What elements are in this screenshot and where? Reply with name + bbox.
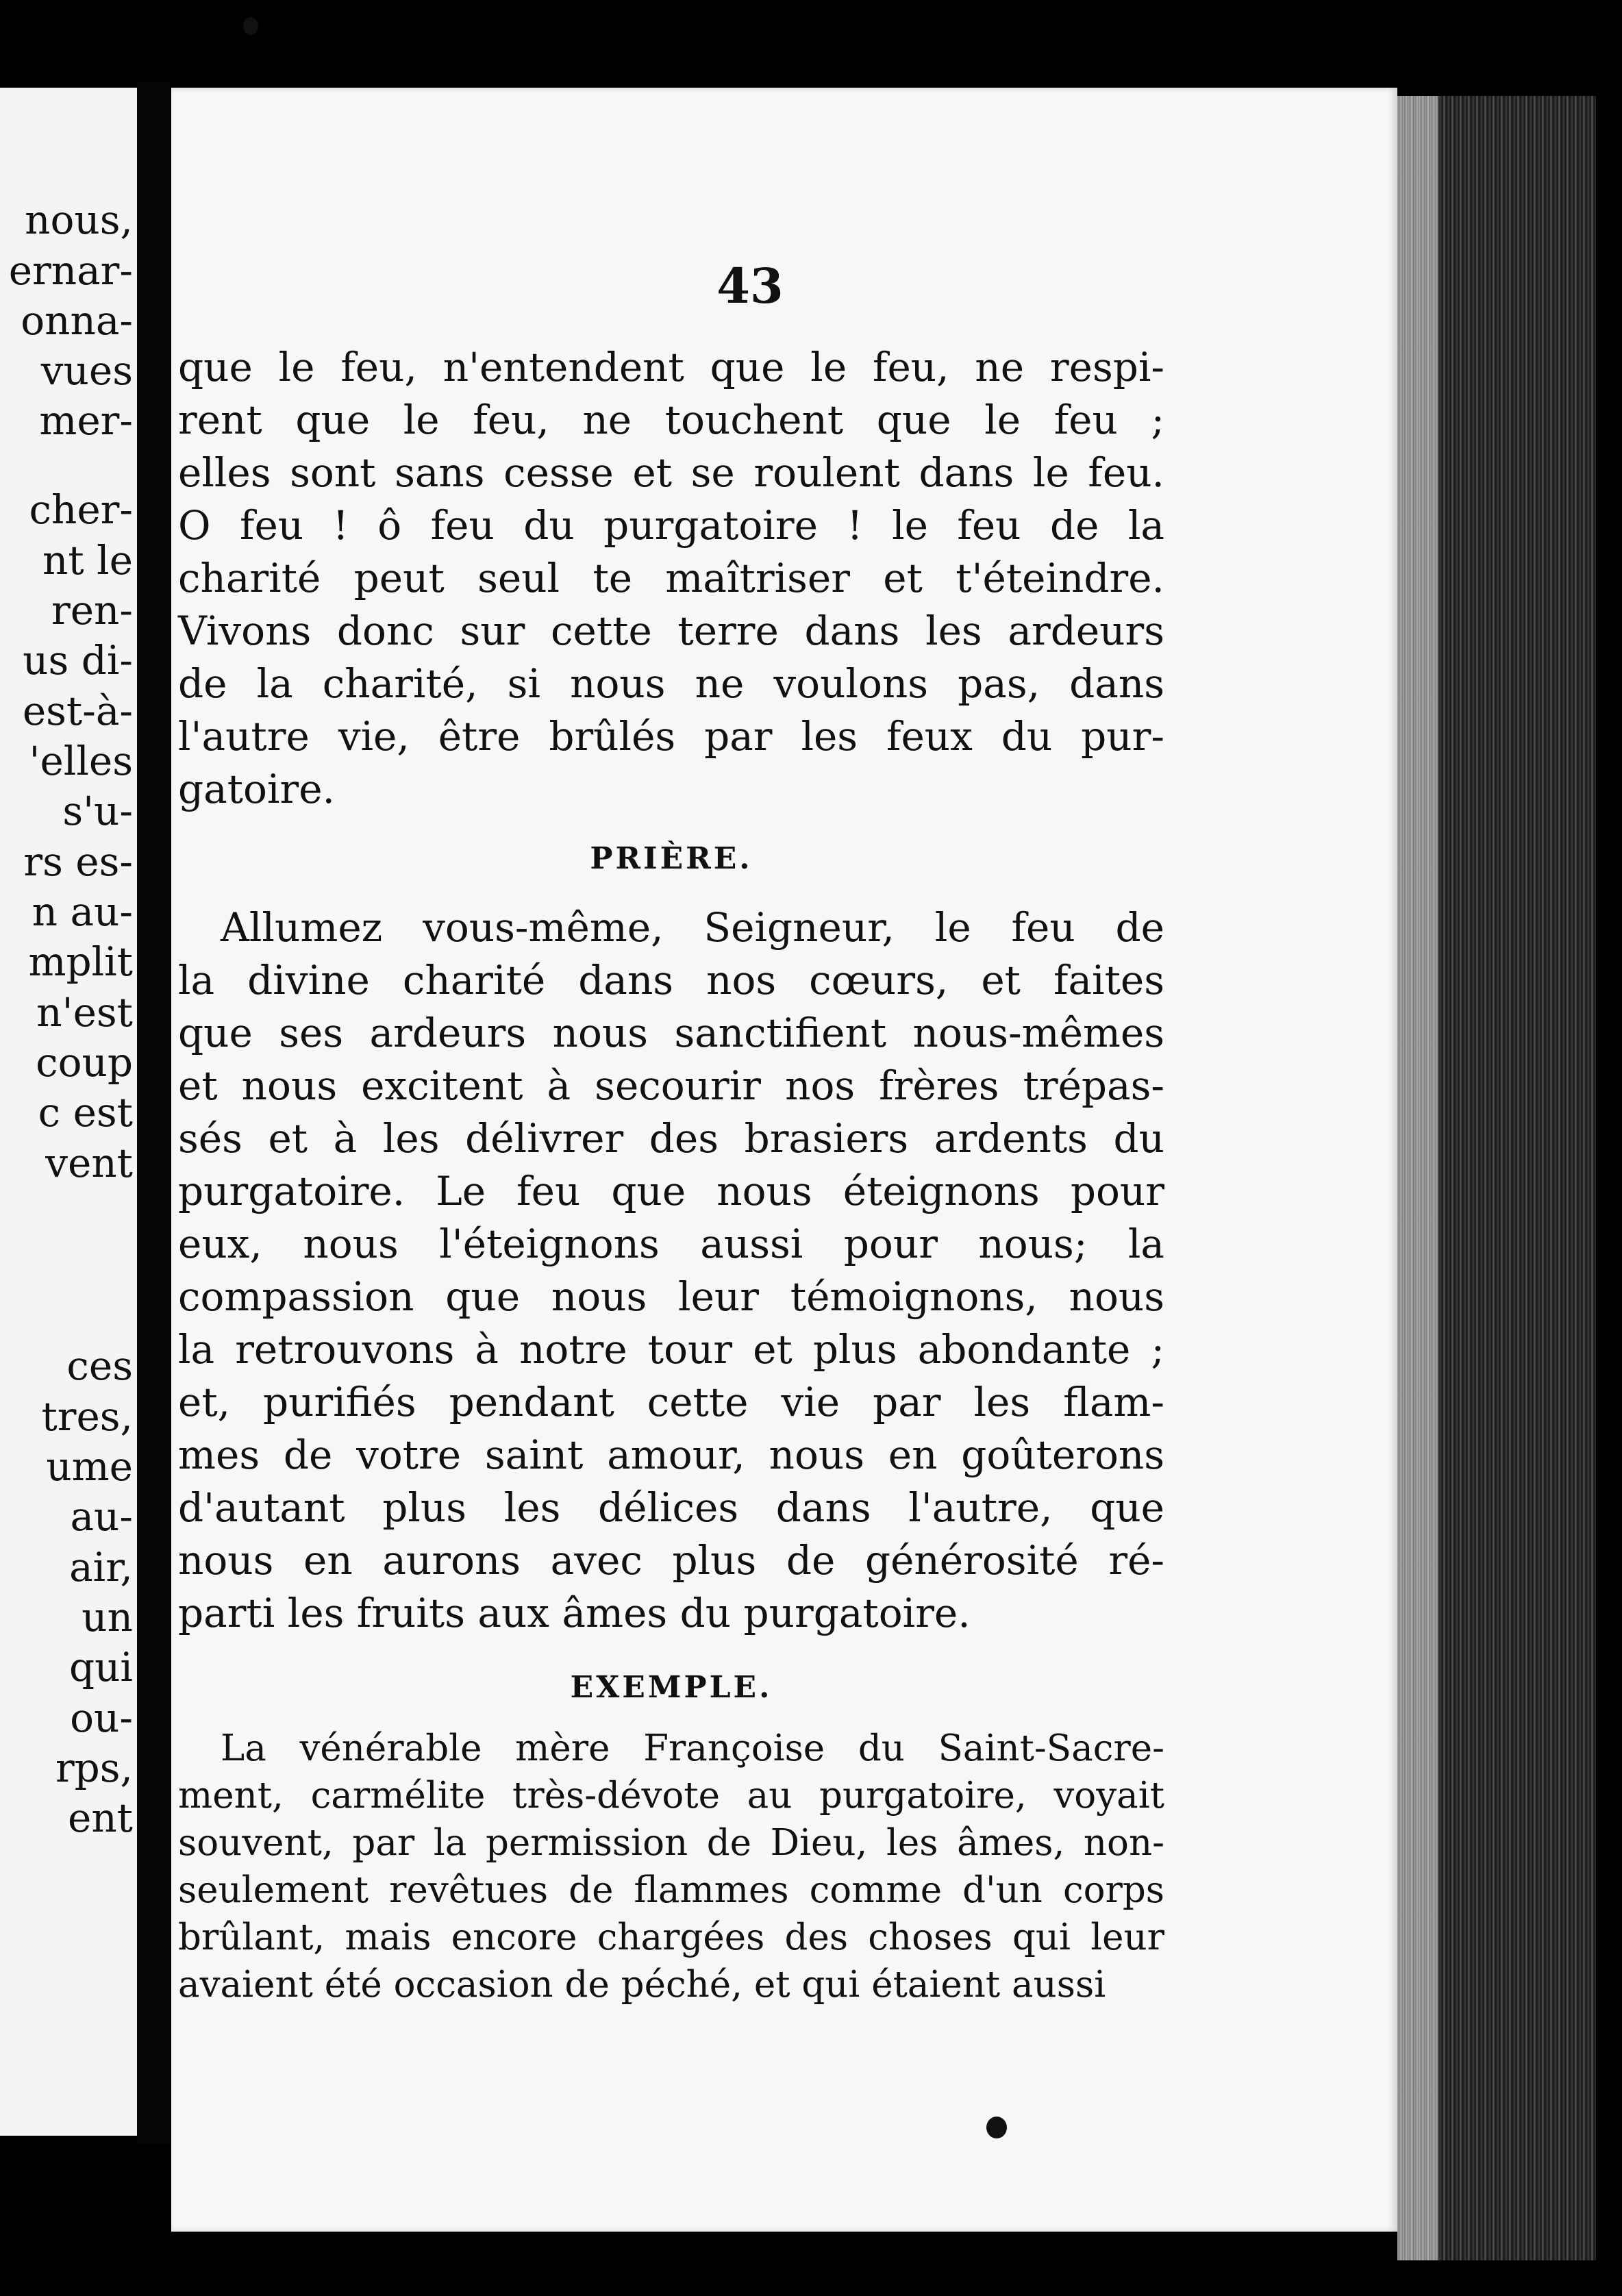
text-line: et nous excitent à secourir nos frères trépas- [178,1062,1164,1109]
facing-page-line: rs es- [23,838,133,885]
facing-page-line: qui [68,1644,133,1690]
facing-page-line: c est [38,1089,133,1136]
text-line: d'autant plus les délices dans l'autre, que [178,1484,1164,1531]
text-line: gatoire. [178,766,335,812]
text-line: elles sont sans cesse et se roulent dans le feu. [178,449,1164,496]
page-header [171,88,1329,362]
facing-page-line: coup [36,1039,133,1086]
text-line: seulement revêtues de flammes comme d'un corps [178,1869,1164,1911]
text-line: compassion que nous leur témoignons, nous [178,1273,1164,1320]
facing-page-line: vues [40,347,133,394]
page-edges-highlight [1397,96,1438,2260]
facing-page-line: cher- [29,486,133,533]
text-line: parti les fruits aux âmes du purgatoire. [178,1590,971,1636]
facing-page-line: 'elles [29,738,133,784]
text-line: que ses ardeurs nous sanctifient nous-mêmes [178,1010,1164,1056]
text-line: purgatoire. Le feu que nous éteignons pour [178,1168,1164,1214]
facing-page-line: mer- [39,397,133,444]
facing-page-line: n'est [36,989,133,1036]
facing-page-line: un [82,1594,133,1640]
facing-page-line: ren- [51,587,133,634]
text-line: l'autre vie, être brûlés par les feux du pur- [178,713,1164,760]
heading-priere: PRIÈRE. [590,841,753,876]
text-line: la divine charité dans nos cœurs, et faites [178,957,1164,1003]
ink-speck [243,17,258,35]
ink-speck [986,2117,1007,2138]
facing-page-line: air, [69,1544,133,1590]
paragraph-2 [178,901,1164,1640]
facing-page-line: nous, [25,197,133,243]
text-line: Allumez vous-même, Seigneur, le feu de [221,904,1164,951]
facing-page-line: tres, [41,1393,133,1440]
book-gutter [137,82,170,2144]
facing-page-line: ernar- [8,247,133,294]
text-line: et, purifiés pendant cette vie par les flam- [178,1379,1164,1425]
text-line: eux, nous l'éteignons aussi pour nous; la [178,1221,1164,1267]
text-line: sés et à les délivrer des brasiers ardents du [178,1115,1164,1162]
book-page [171,88,1397,2232]
text-line: ment, carmélite très-dévote au purgatoire, voyait [178,1775,1164,1817]
facing-page-fragment [0,88,137,2136]
heading-exemple: EXEMPLE. [570,1670,773,1705]
text-line: de la charité, si nous ne voulons pas, dans [178,660,1164,707]
facing-page-line: mplit [28,938,133,985]
facing-page-line: s'u- [62,788,133,834]
text-line: souvent, par la permission de Dieu, les âmes, non- [178,1822,1164,1864]
facing-page-line: us di- [23,637,133,684]
text-line: O feu ! ô feu du purgatoire ! le feu de la [178,502,1164,549]
text-line: Vivons donc sur cette terre dans les ardeurs [178,608,1164,654]
facing-page-line: au- [70,1493,133,1540]
facing-page-line: est-à- [22,688,133,734]
text-line: brûlant, mais encore chargées des choses qui leur [178,1917,1164,1958]
facing-page-line: ume [46,1443,133,1490]
facing-page-line: ou- [70,1695,133,1741]
facing-page-line: onna- [21,297,133,344]
page-edges [1397,96,1596,2260]
text-line: que le feu, n'entendent que le feu, ne respi- [178,344,1164,390]
text-line: La vénérable mère Françoise du Saint-Sacre- [221,1727,1164,1769]
paragraph-1 [178,341,1164,816]
text-line: avaient été occasion de péché, et qui étaient aussi [178,1964,1106,2006]
text-line: la retrouvons à notre tour et plus abondante ; [178,1326,1164,1373]
text-line: charité peut seul te maîtriser et t'éteindre. [178,555,1164,601]
paragraph-3 [178,1725,1164,2008]
text-line: mes de votre saint amour, nous en goûterons [178,1432,1164,1478]
text-line: rent que le feu, ne touchent que le feu ; [178,397,1164,443]
facing-page-line: nt le [42,537,133,584]
facing-page-line: ces [66,1343,133,1389]
page-number: 43 [716,258,784,314]
facing-page-line: vent [45,1140,133,1186]
facing-page-line: rps, [55,1745,133,1791]
text-line: nous en aurons avec plus de générosité ré- [178,1537,1164,1584]
facing-page-line: ent [68,1795,133,1841]
facing-page-line: n au- [32,888,133,935]
